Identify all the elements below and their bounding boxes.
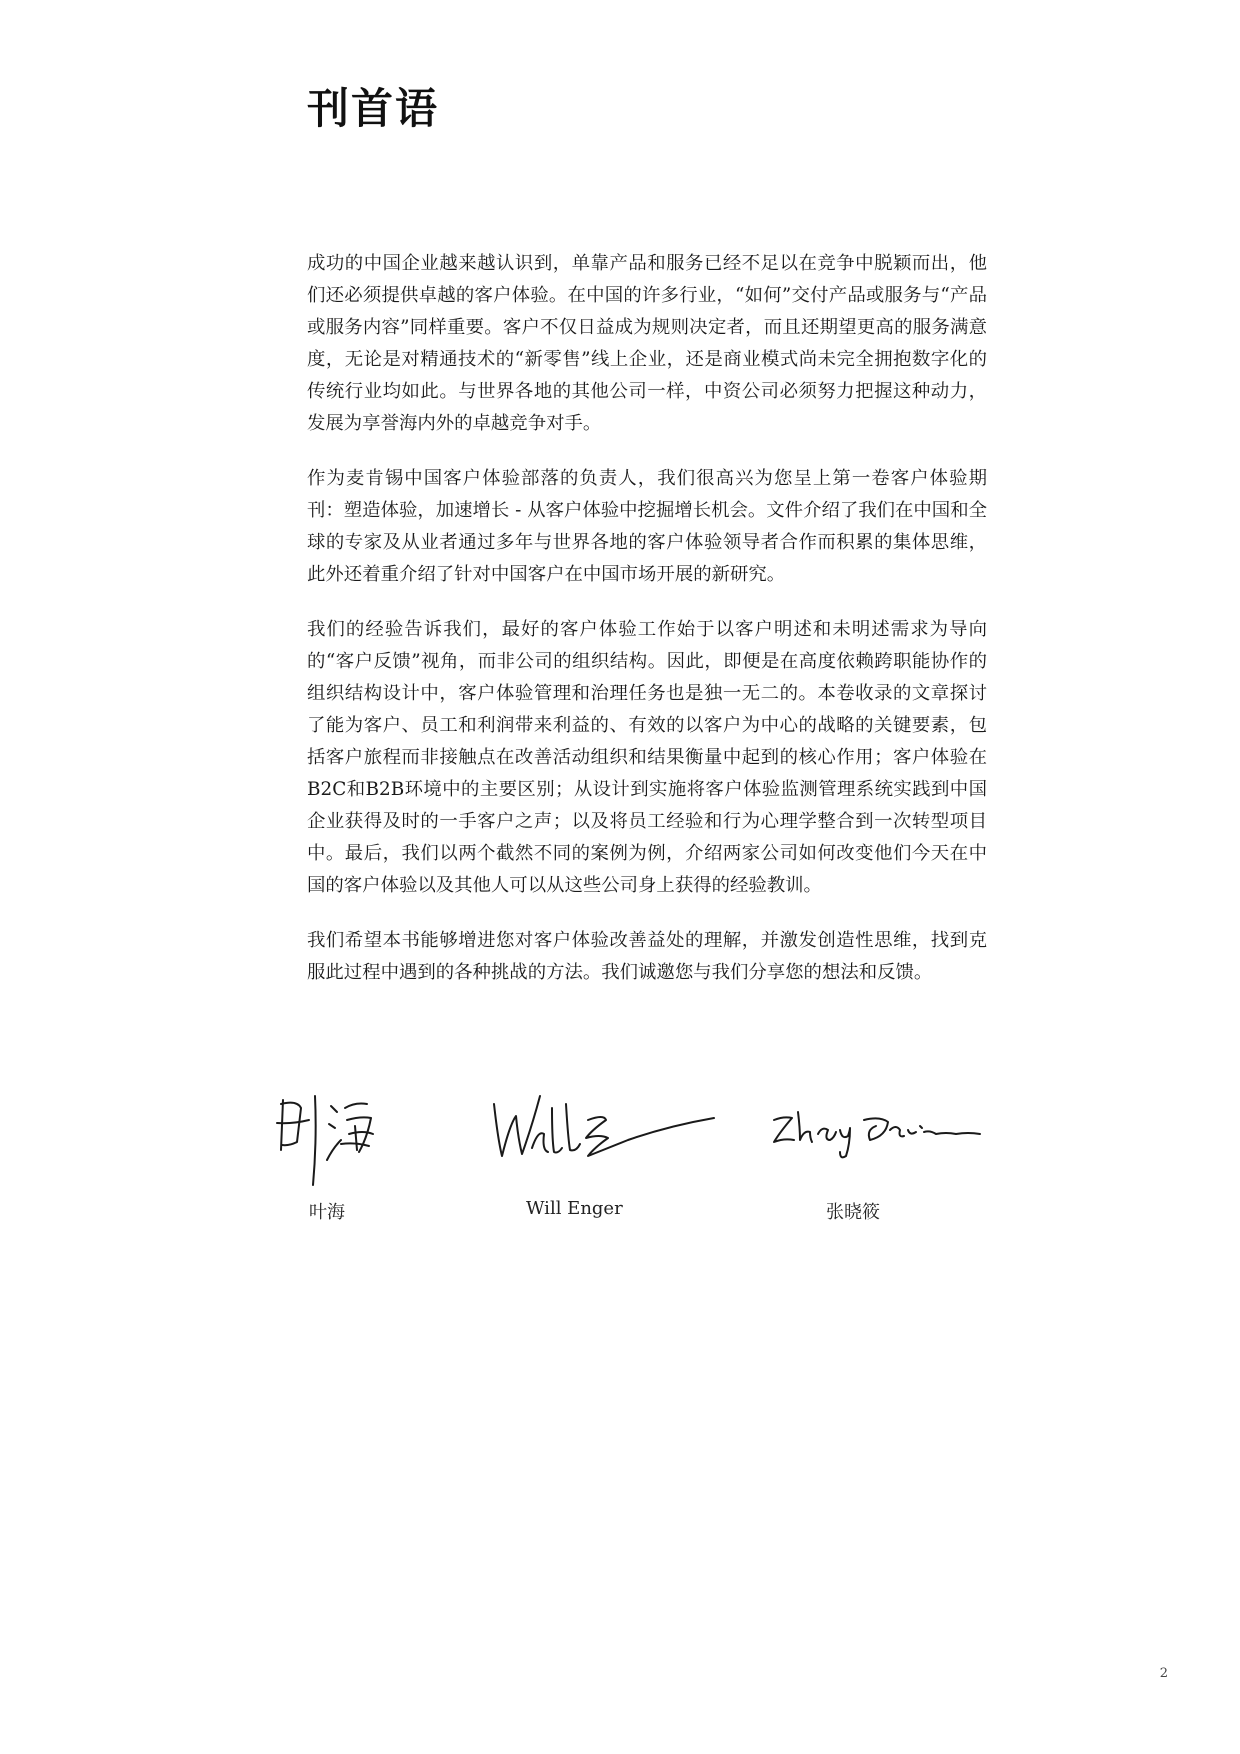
page-number: 2	[1159, 1666, 1168, 1681]
handwritten-signature-zhang-xiaoxiao	[770, 1090, 990, 1190]
handwritten-signature-will-enger	[488, 1090, 718, 1190]
signature-ye-hai	[275, 1090, 435, 1230]
signature-will-enger	[488, 1090, 708, 1230]
signatory-name-2: Will Enger	[526, 1198, 623, 1219]
paragraph-1: 成功的中国企业越来越认识到，单靠产品和服务已经不足以在竞争中脱颖而出，他们还必须提供卓越的客户体验。在中国的许多行业，“如何”交付产品或服务与“产品或服务内容”同样重要。客户不仅日益成为规则决定者，而且还期望更高的服务满意度，无论是对精通技术的“新零售”线上企业，还是商业模式尚未完全拥抱数字化的传统行业均如此。与世界各地的其他公司一样，中资公司必须努力把握这种动力，发展为享誉海内外的卓越竞争对手。	[307, 253, 987, 434]
article-body	[307, 248, 987, 1012]
signature-zhang-xiaoxiao	[770, 1090, 990, 1230]
page-title: 刊首语	[307, 84, 440, 133]
paragraph-4: 我们希望本书能够增进您对客户体验改善益处的理解，并激发创造性思维，找到克服此过程中遇到的各种挑战的方法。我们诚邀您与我们分享您的想法和反馈。	[307, 930, 987, 983]
signatory-name-3: 张晓筱	[826, 1202, 880, 1223]
signature-block	[0, 1090, 1240, 1230]
paragraph-3: 我们的经验告诉我们，最好的客户体验工作始于以客户明述和未明述需求为导向的“客户反馈”视角，而非公司的组织结构。因此，即便是在高度依赖跨职能协作的组织结构设计中，客户体验管理和治理任务也是独一无二的。本卷收录的文章探讨了能为客户、员工和利润带来利益的、有效的以客户为中心的战略的关键要素，包括客户旅程而非接触点在改善活动组织和结果衡量中起到的核心作用；客户体验在B2C和B2B环境中的主要区别；从设计到实施将客户体验监测管理系统实践到中国企业获得及时的一手客户之声；以及将员工经验和行为心理学整合到一次转型项目中。最后，我们以两个截然不同的案例为例，介绍两家公司如何改变他们今天在中国的客户体验以及其他人可以从这些公司身上获得的经验教训。	[307, 619, 987, 896]
paragraph-2: 作为麦肯锡中国客户体验部落的负责人，我们很高兴为您呈上第一卷客户体验期刊：塑造体验，加速增长 - 从客户体验中挖掘增长机会。文件介绍了我们在中国和全球的专家及从业者通过多年与世界各地的客户体验领导者合作而积累的集体思维，此外还着重介绍了针对中国客户在中国市场开展的新研究。	[307, 468, 987, 585]
handwritten-signature-ye-hai	[275, 1090, 425, 1190]
signatory-name-1: 叶海	[309, 1202, 345, 1223]
